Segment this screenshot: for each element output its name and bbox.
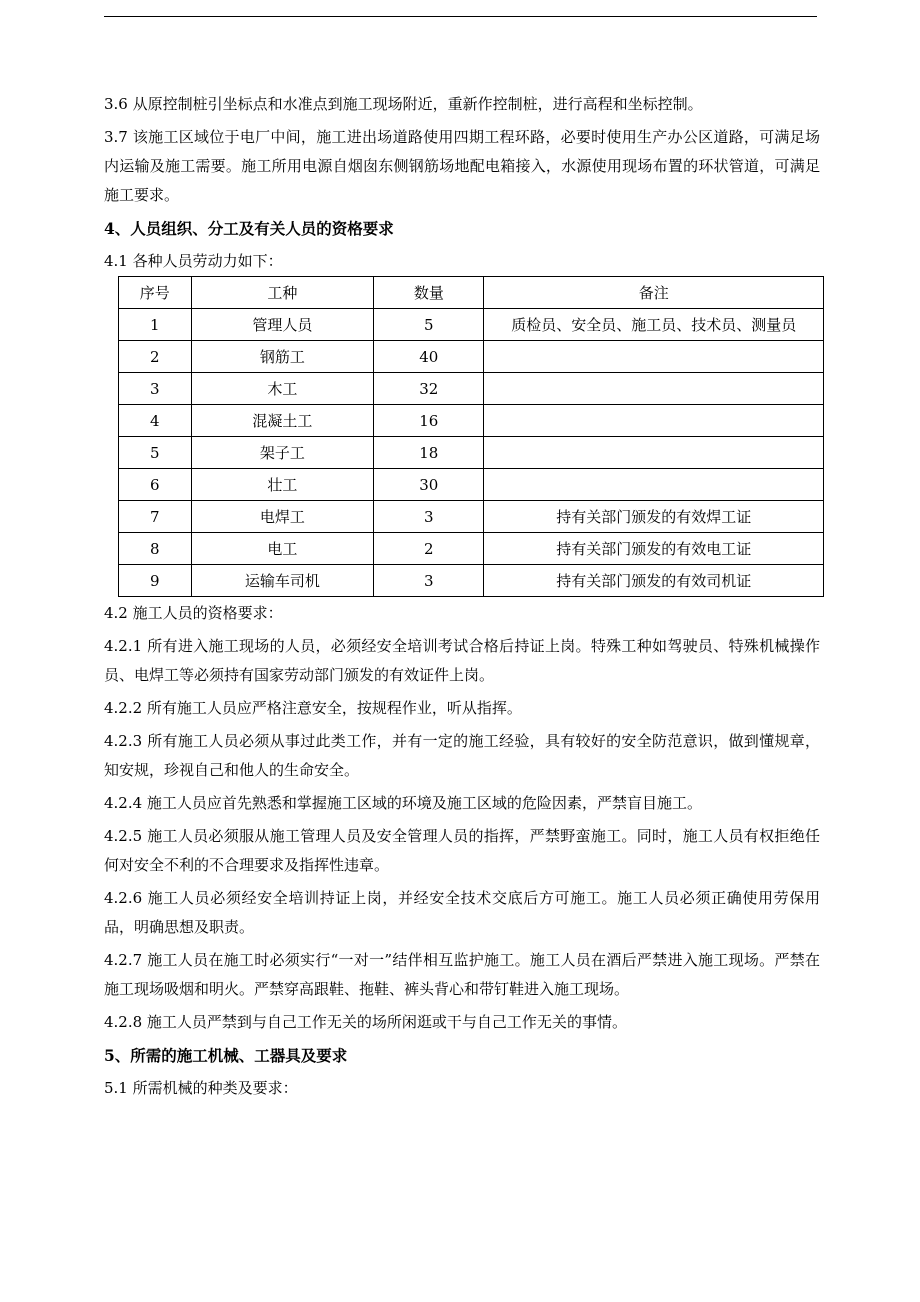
paragraph-4-2-4: 4.2.4 施工人员应首先熟悉和掌握施工区域的环境及施工区域的危险因素，严禁盲目施工。 (104, 794, 702, 812)
table-cell: 7 (119, 501, 192, 533)
table-cell: 持有关部门颁发的有效司机证 (484, 565, 824, 597)
table-cell: 质检员、安全员、施工员、技术员、测量员 (484, 309, 824, 341)
table-cell: 持有关部门颁发的有效电工证 (484, 533, 824, 565)
table-cell: 40 (374, 341, 484, 373)
table-cell: 木工 (191, 373, 374, 405)
labor-table (118, 276, 824, 597)
table-row (119, 373, 824, 405)
header-cell: 工种 (191, 277, 374, 309)
table-cell: 4 (119, 405, 192, 437)
table-row (119, 437, 824, 469)
table-cell: 持有关部门颁发的有效焊工证 (484, 501, 824, 533)
paragraph-4-2-6: 4.2.6 施工人员必须经安全培训持证上岗，并经安全技术交底后方可施工。施工人员必须正确使用劳保用品，明确思想及职责。 (104, 889, 820, 936)
paragraph-4-2: 4.2 施工人员的资格要求： (104, 604, 283, 622)
header-rule (104, 16, 817, 17)
paragraph-3-7: 3.7 该施工区域位于电厂中间，施工进出场道路使用四期工程环路，必要时使用生产办公区道路，可满足场内运输及施工需要。施工所用电源自烟囱东侧钢筋场地配电箱接入，水源使用现场布置的环状管道，可满足施工要求。 (104, 128, 820, 204)
paragraph-4-2-7: 4.2.7 施工人员在施工时必须实行“一对一”结伴相互监护施工。施工人员在酒后严禁进入施工现场。严禁在施工现场吸烟和明火。严禁穿高跟鞋、拖鞋、裤头背心和带钉鞋进入施工现场。 (104, 951, 820, 998)
table-cell: 运输车司机 (191, 565, 374, 597)
paragraph-4-2-2: 4.2.2 所有施工人员应严格注意安全，按规程作业，听从指挥。 (104, 699, 522, 717)
table-header-row (119, 277, 824, 309)
table-row (119, 565, 824, 597)
paragraph-4-2-5: 4.2.5 施工人员必须服从施工管理人员及安全管理人员的指挥，严禁野蛮施工。同时，施工人员有权拒绝任何对安全不利的不合理要求及指挥性违章。 (104, 827, 820, 874)
table-cell: 32 (374, 373, 484, 405)
table-cell: 架子工 (191, 437, 374, 469)
table-cell: 5 (119, 437, 192, 469)
paragraph-4-2-3: 4.2.3 所有施工人员必须从事过此类工作，并有一定的施工经验，具有较好的安全防范意识，做到懂规章，知安规，珍视自己和他人的生命安全。 (104, 732, 820, 779)
table-cell: 电工 (191, 533, 374, 565)
table-cell: 电焊工 (191, 501, 374, 533)
table-cell: 3 (374, 501, 484, 533)
section-heading-4: 4、人员组织、分工及有关人员的资格要求 (104, 219, 394, 238)
table-cell (484, 373, 824, 405)
table-cell: 16 (374, 405, 484, 437)
table-row (119, 501, 824, 533)
table-row (119, 309, 824, 341)
table-cell (484, 405, 824, 437)
table-cell: 3 (119, 373, 192, 405)
section-heading-5: 5、所需的施工机械、工器具及要求 (104, 1046, 348, 1065)
table-cell: 8 (119, 533, 192, 565)
table-cell: 5 (374, 309, 484, 341)
paragraph-4-1: 4.1 各种人员劳动力如下： (104, 252, 283, 270)
table-cell: 9 (119, 565, 192, 597)
table-cell: 30 (374, 469, 484, 501)
table-cell: 2 (374, 533, 484, 565)
table-row (119, 405, 824, 437)
header-cell: 备注 (484, 277, 824, 309)
paragraph-5-1: 5.1 所需机械的种类及要求： (104, 1079, 298, 1097)
table-cell (484, 469, 824, 501)
paragraph-4-2-8: 4.2.8 施工人员严禁到与自己工作无关的场所闲逛或干与自己工作无关的事情。 (104, 1013, 627, 1031)
table-row (119, 469, 824, 501)
table-cell: 钢筋工 (191, 341, 374, 373)
table-row (119, 533, 824, 565)
table-cell: 3 (374, 565, 484, 597)
table-row (119, 341, 824, 373)
table-cell (484, 341, 824, 373)
table-cell (484, 437, 824, 469)
table-cell: 6 (119, 469, 192, 501)
paragraph-3-6: 3.6 从原控制桩引坐标点和水准点到施工现场附近，重新作控制桩，进行高程和坐标控制。 (104, 95, 703, 113)
table-cell: 管理人员 (191, 309, 374, 341)
table-cell: 混凝土工 (191, 405, 374, 437)
header-cell: 数量 (374, 277, 484, 309)
table-cell: 18 (374, 437, 484, 469)
table-cell: 壮工 (191, 469, 374, 501)
table-cell: 2 (119, 341, 192, 373)
paragraph-4-2-1: 4.2.1 所有进入施工现场的人员，必须经安全培训考试合格后持证上岗。特殊工种如驾驶员、特殊机械操作员、电焊工等必须持有国家劳动部门颁发的有效证件上岗。 (104, 637, 820, 684)
header-cell: 序号 (119, 277, 192, 309)
document-body (104, 90, 820, 1107)
table-cell: 1 (119, 309, 192, 341)
